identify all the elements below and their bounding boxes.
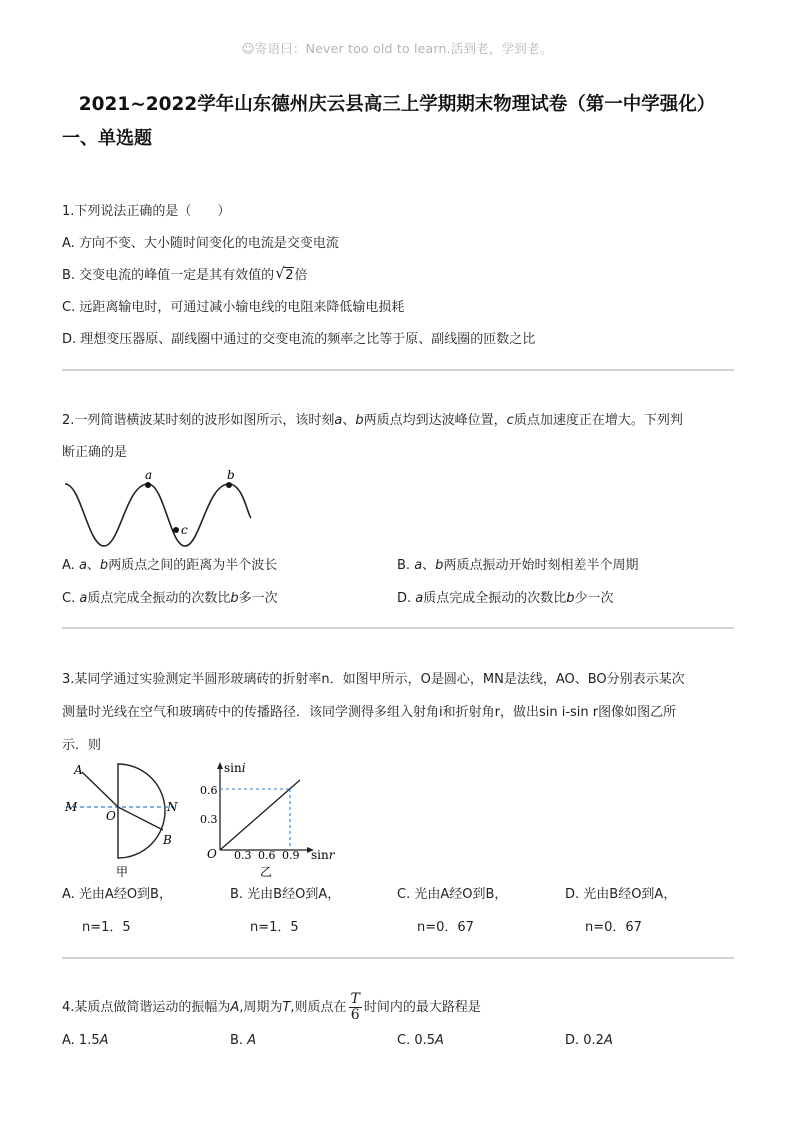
var-T: T (282, 1000, 291, 1015)
opt-text: 、 (86, 558, 100, 573)
var-a: a (414, 558, 423, 573)
caption-jia: 甲 (116, 865, 129, 879)
opt-prefix: A. (62, 558, 79, 573)
q3-stem-line1: 3.某同学通过实验测定半圆形玻璃砖的折射率n．如图甲所示，O是圆心，MN是法线，AO、BO分别表示某次 (62, 672, 685, 687)
q4-text: ,周期为 (239, 1000, 283, 1015)
var-A: A (603, 1033, 613, 1048)
opt-text: 质点完成全振动的次数比 (87, 591, 231, 606)
q3-stem-line3: 示．则 (62, 738, 102, 753)
section-title: 一、单选题 (62, 128, 152, 149)
label-b: b (227, 468, 235, 482)
q2-option-a[interactable] (62, 556, 277, 576)
x-axis-label: sinr (311, 848, 335, 862)
var-A: A (435, 1033, 444, 1048)
label-N: N (167, 800, 178, 814)
caption-yi: 乙 (260, 865, 273, 879)
q3-option-a-line2: n=1．5 (82, 920, 131, 935)
divider (62, 369, 734, 371)
var-a: a (79, 591, 88, 606)
opt-prefix: C. (62, 591, 80, 606)
x-tick-label: 0.6 (258, 849, 276, 862)
label-B: B (163, 833, 172, 847)
y-tick-label: 0.6 (200, 784, 218, 797)
q3-option-d[interactable] (565, 885, 676, 938)
opt-prefix: D. (397, 591, 416, 606)
var-b: b (355, 413, 364, 428)
ray-ob (118, 807, 163, 830)
opt-prefix: B. (230, 1033, 248, 1048)
opt-text: 两质点之间的距离为半个波长 (108, 558, 278, 573)
q2-stem-line2: 断正确的是 (62, 445, 128, 460)
divider (62, 957, 734, 959)
q3-option-c[interactable] (397, 885, 507, 938)
var-A: A (230, 1000, 240, 1015)
x-tick-label: 0.3 (234, 849, 252, 862)
wave-curve (65, 484, 251, 546)
data-line (220, 780, 300, 850)
q3-option-d-line2: n=0．67 (585, 920, 642, 935)
y-tick-label: 0.3 (200, 813, 218, 826)
sqrt-symbol: √ 2 (275, 264, 294, 283)
q3-option-a-line1: A. 光由A经O到B， (62, 887, 172, 902)
label-M: M (65, 800, 78, 814)
label-c: c (181, 523, 188, 537)
opt-text: 少一次 (574, 591, 614, 606)
q3-option-c-line2: n=0．67 (417, 920, 474, 935)
q1-option-b[interactable] (62, 266, 307, 286)
var-b: b (566, 591, 575, 606)
label-O: O (106, 809, 116, 823)
q4-text: ,则质点在 (290, 1000, 347, 1015)
fraction-denominator: 6 (350, 1007, 360, 1023)
page-title: 2021~2022学年山东德州庆云县高三上学期期末物理试卷（第一中学强化） (78, 94, 716, 115)
point-a (145, 482, 151, 488)
fraction-numerator: T (350, 991, 360, 1007)
var-A: A (99, 1033, 109, 1048)
var-a: a (78, 558, 87, 573)
q3-option-b-line1: B. 光由B经O到A， (230, 887, 341, 902)
q3-option-b-line2: n=1．5 (250, 920, 299, 935)
label-A: A (74, 763, 83, 777)
q2-stem-line1 (62, 411, 683, 431)
q1-option-d[interactable]: D. 理想变压器原、副线圈中通过的交变电流的频率之比等于原、副线圈的匝数之比 (62, 332, 536, 347)
x-tick-label: 0.9 (282, 849, 300, 862)
q4-option-b[interactable] (230, 1031, 256, 1051)
opt-text: 两质点振动开始时刻相差半个周期 (443, 558, 639, 573)
q2-text: 两质点均到达波峰位置， (363, 413, 507, 428)
y-axis-label: sini (224, 761, 246, 775)
watermark: ☺寄语曰：Never too old to learn.活到老，学到老。 (241, 41, 553, 56)
var-A: A (247, 1033, 257, 1048)
sin-graph-figure (200, 758, 350, 880)
q4-text: 时间内的最大路程是 (363, 1000, 481, 1015)
q2-text: 2.一列简谐横波某时刻的波形如图所示，该时刻 (62, 413, 335, 428)
divider (62, 627, 734, 629)
label-a: a (145, 468, 153, 482)
var-b: b (435, 558, 444, 573)
opt-prefix: B. (397, 558, 415, 573)
point-c (173, 527, 179, 533)
q4-stem (62, 990, 481, 1026)
q4-option-c[interactable] (397, 1031, 444, 1051)
fraction-t-over-6 (349, 992, 362, 1023)
q2-text: 、 (342, 413, 356, 428)
q4-option-a[interactable] (62, 1031, 109, 1051)
opt-text: 多一次 (238, 591, 278, 606)
q1-option-b-suffix: 倍 (294, 268, 308, 283)
q2-text: 质点加速度正在增大。下列判 (513, 413, 683, 428)
q3-option-d-line1: D. 光由B经O到A， (565, 887, 677, 902)
var-b: b (99, 558, 109, 573)
q4-text: 4.某质点做简谐运动的振幅为 (62, 1000, 231, 1015)
opt-prefix: C. 0.5 (397, 1033, 436, 1048)
q1-stem: 1.下列说法正确的是（ ） (62, 204, 231, 219)
q4-option-d[interactable] (565, 1031, 613, 1051)
q1-option-a[interactable]: A. 方向不变、大小随时间变化的电流是交变电流 (62, 236, 339, 251)
q2-option-d[interactable] (397, 589, 614, 609)
wave-figure (60, 466, 260, 550)
glass-brick-figure (60, 758, 190, 880)
opt-prefix: A. 1.5 (62, 1033, 100, 1048)
var-a: a (334, 413, 343, 428)
q1-option-c[interactable]: C. 远距离输电时，可通过减小输电线的电阻来降低输电损耗 (62, 300, 405, 315)
var-a: a (415, 591, 424, 606)
var-b: b (230, 591, 239, 606)
var-c: c (506, 413, 514, 428)
q3-option-b[interactable] (230, 885, 340, 938)
sqrt-radicand: 2 (285, 268, 294, 283)
q3-option-c-line1: C. 光由A经O到B， (397, 887, 508, 902)
y-axis-arrow (217, 762, 223, 769)
opt-text: 质点完成全振动的次数比 (423, 591, 567, 606)
point-b (226, 482, 232, 488)
q2-option-b[interactable] (397, 556, 638, 576)
q2-option-c[interactable] (62, 589, 278, 609)
opt-prefix: D. 0.2 (565, 1033, 604, 1048)
q3-option-a[interactable] (62, 885, 172, 938)
q1-option-b-text: B. 交变电流的峰值一定是其有效值的 (62, 268, 275, 283)
ray-ao (82, 772, 118, 807)
opt-text: 、 (422, 558, 436, 573)
q3-stem-line2: 测量时光线在空气和玻璃砖中的传播路径．该同学测得多组入射角i和折射角r，做出sin i-sin r图像如图乙所 (62, 705, 677, 720)
origin-label: O (207, 847, 217, 861)
